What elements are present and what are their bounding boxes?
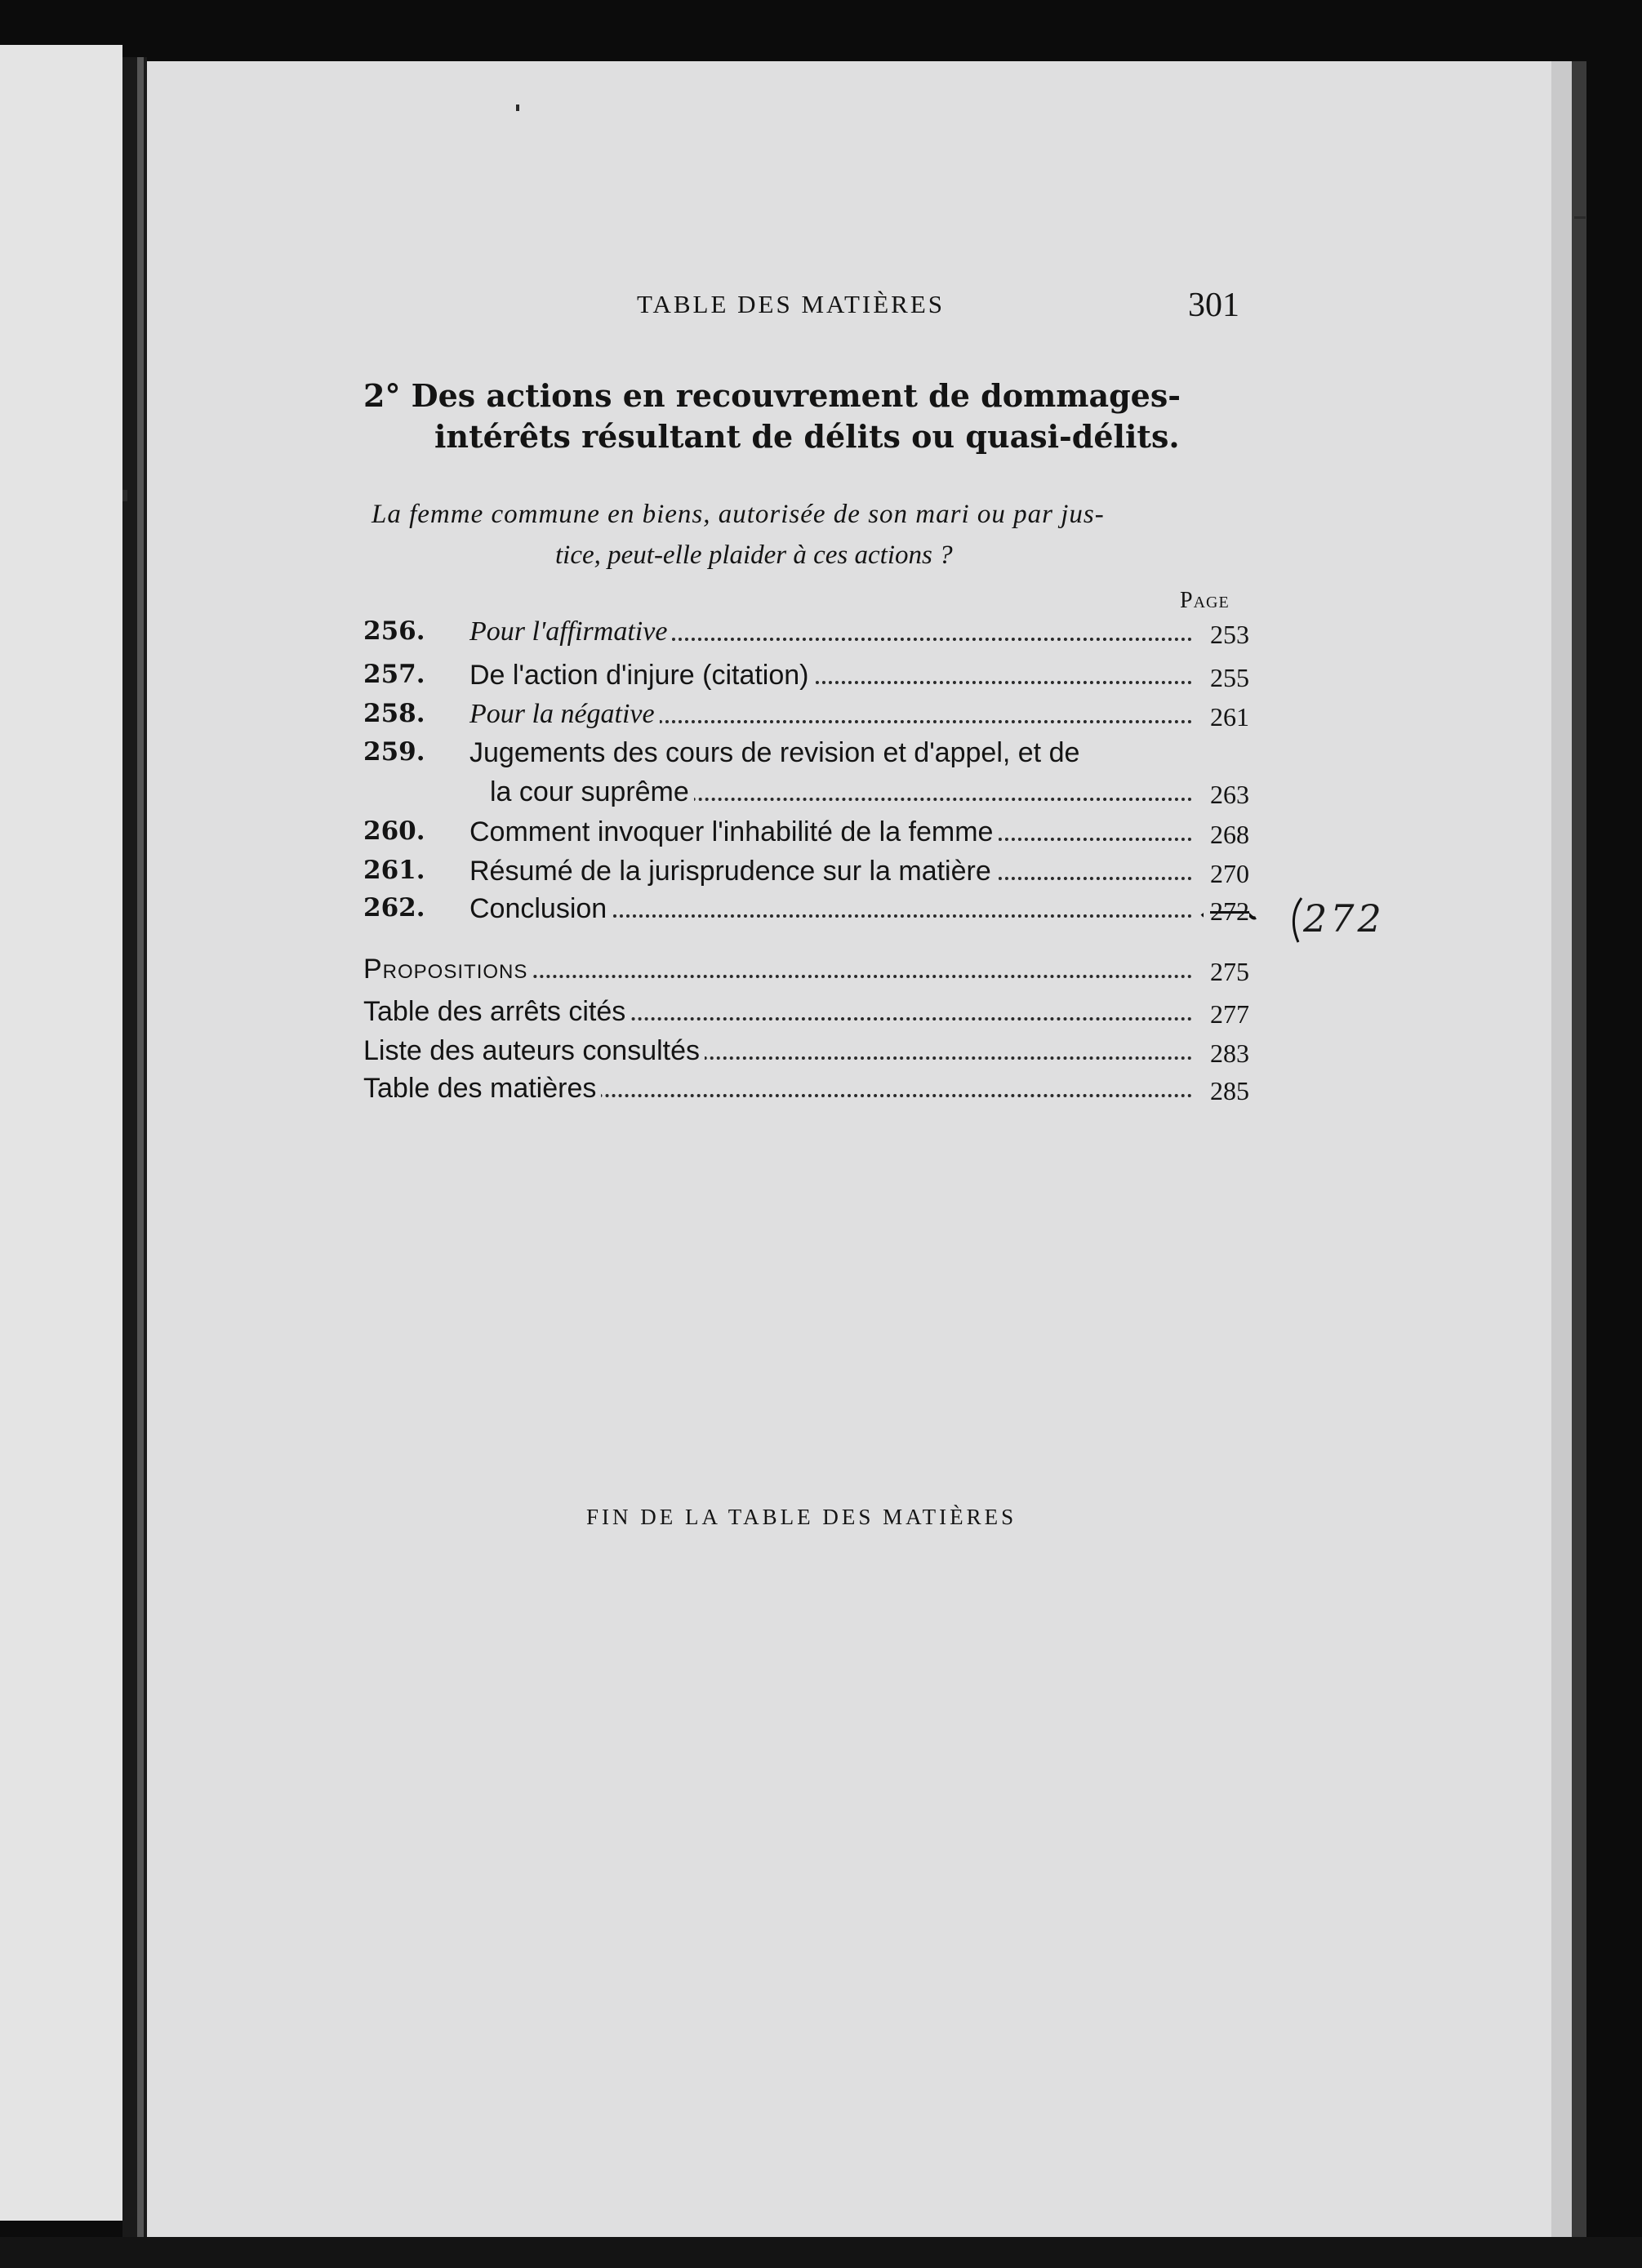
toc-entry[interactable]: [363, 737, 1249, 775]
section-heading-line1: 2° Des actions en recouvrement de dommages-: [363, 377, 1181, 414]
toc-entry[interactable]: [363, 856, 1249, 893]
section-heading-line2: intérêts résultant de délits ou quasi-délits.: [434, 418, 1180, 455]
question-line1: La femme commune en biens, autorisée de son mari ou par jus-: [372, 500, 1105, 529]
entry-number: 259.: [363, 737, 425, 767]
toc-backmatter-entry[interactable]: [363, 1035, 1249, 1073]
entry-page: 285: [1204, 1076, 1249, 1106]
entry-number: 256.: [363, 616, 425, 646]
handwritten-paren-mark: [1288, 895, 1305, 952]
entry-page: 270: [1204, 859, 1249, 889]
entry-page: 283: [1204, 1038, 1249, 1069]
entry-page: 253: [1204, 620, 1249, 650]
entry-page: 261: [1204, 702, 1249, 732]
entry-title: Pour l'affirmative: [469, 616, 672, 647]
toc-entry[interactable]: [363, 699, 1249, 736]
closing-line: FIN DE LA TABLE DES MATIÈRES: [586, 1505, 1017, 1529]
entry-number: 262.: [363, 893, 425, 923]
entry-title-continuation: la cour suprême: [490, 776, 694, 808]
scan-bottom-border: [0, 2237, 1642, 2268]
toc-backmatter-entry[interactable]: [363, 1073, 1249, 1110]
entry-title: Propositions: [363, 954, 532, 985]
entry-title: Liste des auteurs consultés: [363, 1035, 705, 1067]
entry-title: Résumé de la jurisprudence sur la matière: [469, 856, 996, 887]
stray-mark: [122, 490, 127, 501]
entry-number: 260.: [363, 816, 425, 846]
facing-page-edge: [0, 45, 122, 2221]
stray-mark: [1574, 216, 1586, 219]
toc-entry[interactable]: [363, 616, 1249, 654]
entry-title: Jugements des cours de revision et d'appel, et de: [469, 737, 1084, 769]
page-column-label: Page: [1180, 588, 1230, 613]
toc-entry[interactable]: [363, 893, 1249, 931]
toc-backmatter-entry[interactable]: [363, 954, 1249, 991]
question-line2: tice, peut-elle plaider à ces actions ?: [555, 540, 953, 570]
entry-title: Conclusion: [469, 893, 612, 925]
entry-page: 255: [1204, 663, 1249, 693]
page-number: 301: [1188, 287, 1239, 324]
handwritten-page-correction: 272: [1303, 896, 1385, 941]
entry-page: 268: [1204, 820, 1249, 850]
entry-title: De l'action d'injure (citation): [469, 660, 814, 692]
toc-entry[interactable]: [363, 816, 1249, 854]
entry-number: 258.: [363, 699, 425, 728]
entry-title: Comment invoquer l'inhabilité de la femme: [469, 816, 998, 848]
stray-mark: [516, 105, 519, 111]
page-right-edge: [1572, 61, 1586, 2237]
entry-number: 261.: [363, 856, 425, 885]
entry-page: 263: [1204, 780, 1249, 810]
entry-number: 257.: [363, 660, 425, 689]
entry-page-struck: 272: [1204, 896, 1249, 927]
entry-page: 275: [1204, 957, 1249, 987]
entry-title: Pour la négative: [469, 699, 660, 730]
running-title: TABLE DES MATIÈRES: [637, 290, 946, 318]
spine-highlight: [137, 57, 144, 2245]
entry-title: Table des matières: [363, 1073, 601, 1105]
entry-title: Table des arrêts cités: [363, 996, 630, 1028]
toc-entry[interactable]: [363, 660, 1249, 697]
entry-page: 277: [1204, 999, 1249, 1029]
toc-entry-continuation[interactable]: [490, 776, 1249, 814]
page-right-margin: [1551, 61, 1572, 2237]
toc-backmatter-entry[interactable]: [363, 996, 1249, 1034]
